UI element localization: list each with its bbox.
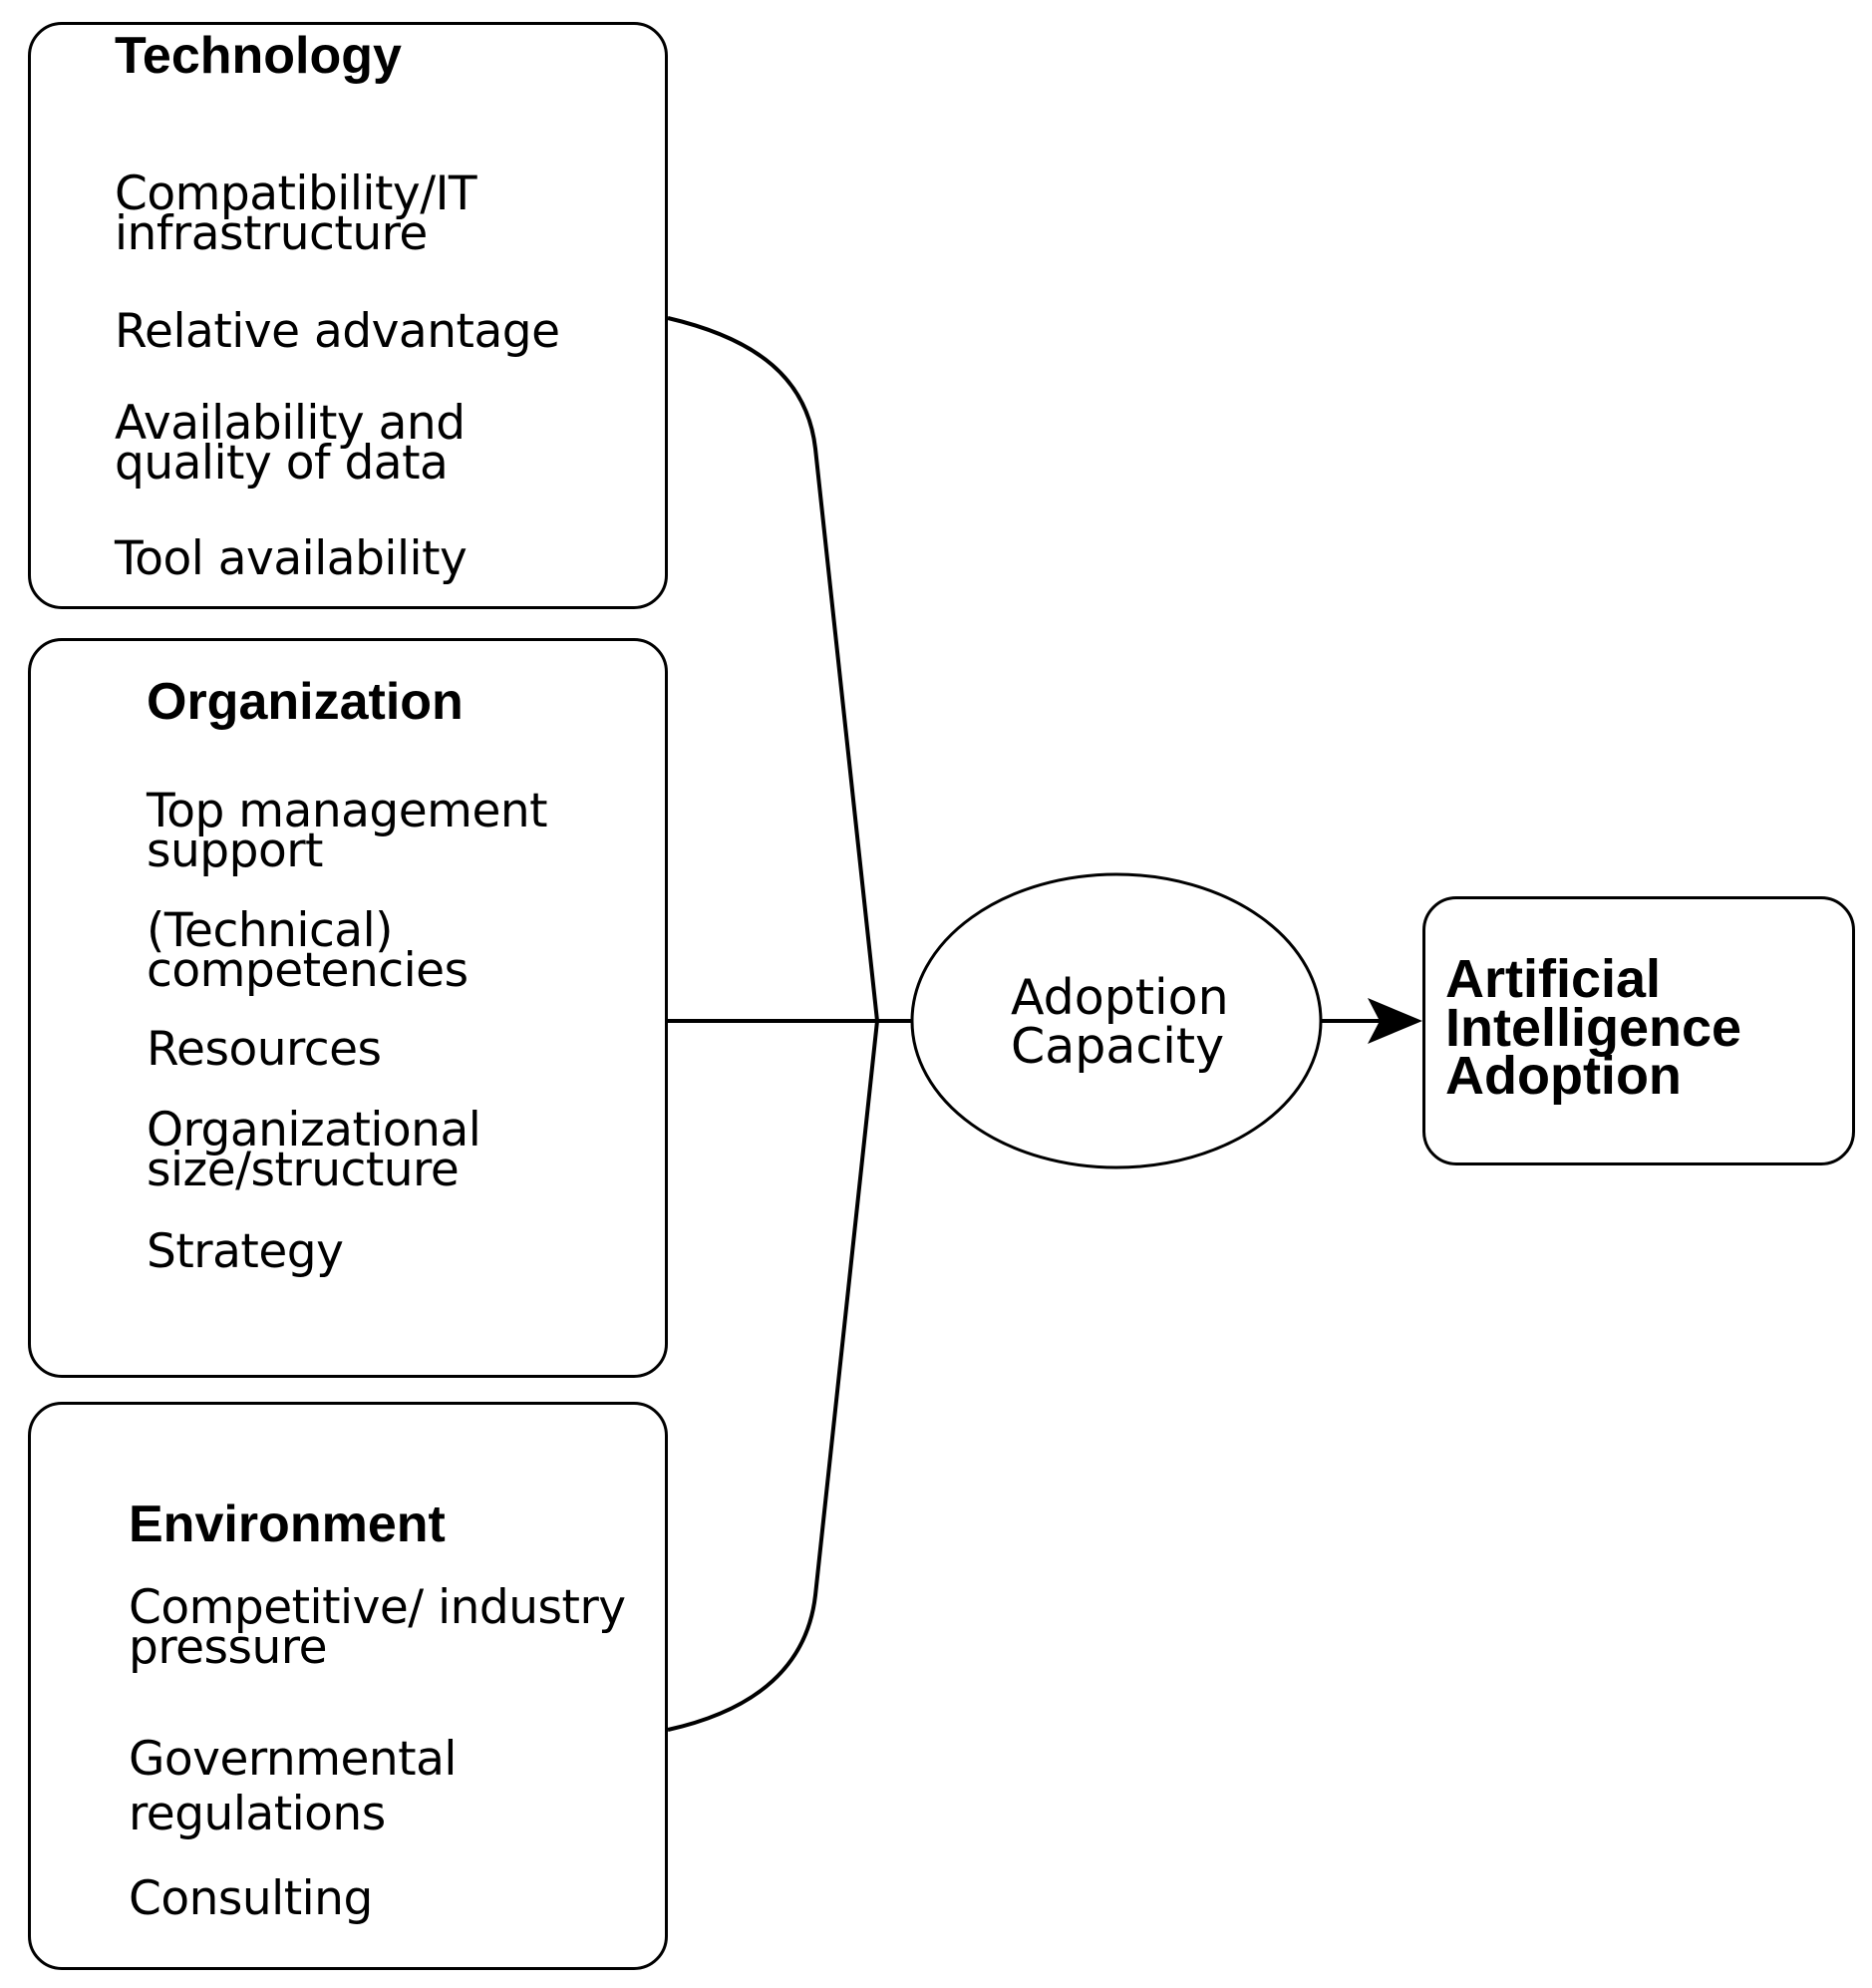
technology-item-data-quality: Availability and quality of data [115,396,466,492]
ai-adoption-label: Artificial Intelligence Adoption [1445,949,1742,1107]
organization-heading: Organization [147,673,464,731]
organization-item-top-management: Top management support [147,784,548,879]
environment-item-regulations: Governmental regulations [129,1732,457,1842]
organization-item-competencies: (Technical) competencies [147,903,468,999]
environment-connector [668,1021,877,1730]
technology-item-relative-advantage: Relative advantage [115,304,560,359]
organization-box [28,638,668,1378]
environment-item-consulting: Consulting [129,1871,373,1926]
technology-connector [668,318,877,1021]
technology-item-compatibility: Compatibility/IT infrastructure [115,166,477,262]
environment-heading: Environment [129,1495,446,1553]
technology-heading: Technology [115,27,402,85]
environment-item-competitive-pressure: Competitive/ industry pressure [129,1580,626,1676]
technology-item-tool-availability: Tool availability [115,531,468,586]
organization-item-resources: Resources [147,1022,382,1077]
organization-item-size-structure: Organizational size/structure [147,1103,481,1198]
adoption-capacity-label: Adoption Capacity [1011,969,1229,1075]
organization-item-strategy: Strategy [147,1224,344,1279]
